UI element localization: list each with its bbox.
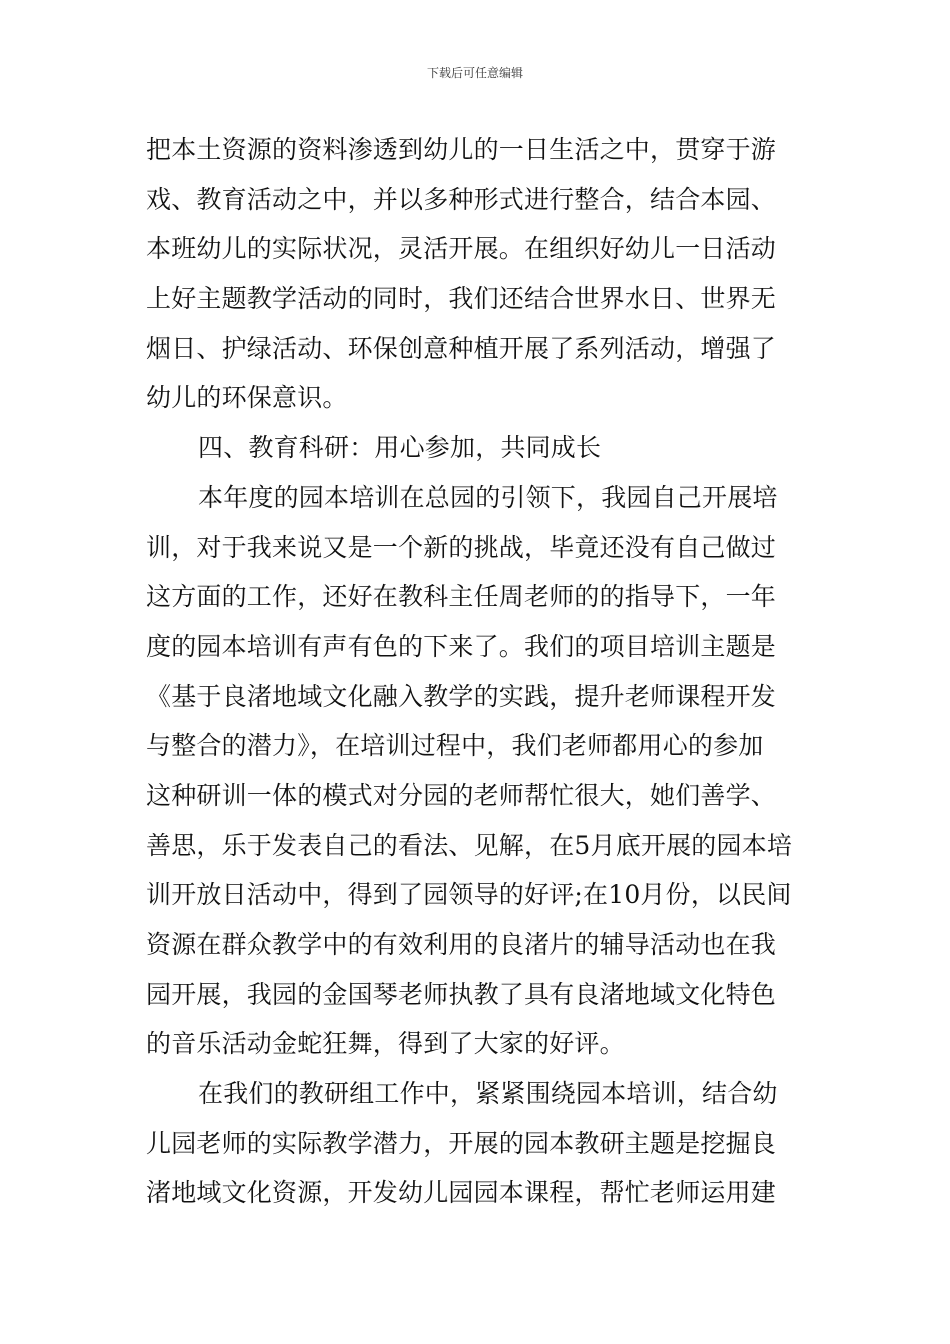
text-line: 上好主题教学活动的同时，我们还结合世界水日、世界无	[146, 284, 777, 314]
text-line: 这方面的工作，还好在教科主任周老师的的指导下，一年	[146, 582, 777, 612]
text-line: 把本土资源的资料渗透到幼儿的一日生活之中，贯穿于游	[146, 135, 777, 164]
text-line: 资源在群众教学中的有效利用的良渚片的辅导活动也在我	[146, 930, 777, 959]
text-line: 训，对于我来说又是一个新的挑战，毕竟还没有自己做过	[146, 532, 777, 562]
text-line: 与整合的潜力》，在培训过程中，我们老师都用心的参加	[146, 731, 764, 761]
text-line: 的音乐活动金蛇狂舞，得到了大家的好评。	[146, 1029, 625, 1059]
section-heading: 四、教育科研：用心参加，共同成长	[198, 433, 602, 463]
text-line: 训开放日活动中，得到了园领导的好评;在10月份，以民间	[146, 880, 792, 910]
text-line: 《基于良渚地域文化融入教学的实践，提升老师课程开发	[146, 681, 777, 711]
page-header: 下载后可任意编辑	[426, 66, 523, 80]
text-line: 本年度的园本培训在总园的引领下，我园自己开展培	[198, 482, 778, 512]
text-line: 本班幼儿的实际状况，灵活开展。在组织好幼儿一日活动	[146, 234, 777, 264]
text-line: 在我们的教研组工作中，紧紧围绕园本培训，结合幼	[198, 1079, 778, 1109]
text-line: 度的园本培训有声有色的下来了。我们的项目培训主题是	[146, 631, 777, 661]
text-line: 善思，乐于发表自己的看法、见解，在5月底开展的园本培	[146, 830, 793, 860]
text-line: 园开展，我园的金国琴老师执教了具有良渚地域文化特色	[146, 979, 777, 1009]
text-line: 儿园老师的实际教学潜力，开展的园本教研主题是挖掘良	[146, 1128, 777, 1158]
text-line: 烟日、护绿活动、环保创意种植开展了系列活动，增强了	[146, 333, 777, 363]
text-line: 渚地域文化资源，开发幼儿园园本课程，帮忙老师运用建	[146, 1178, 777, 1208]
document-body	[146, 125, 816, 1218]
text-line: 这种研训一体的模式对分园的老师帮忙很大，她们善学、	[146, 780, 777, 810]
text-line: 幼儿的环保意识。	[146, 383, 348, 413]
text-line: 戏、教育活动之中，并以多种形式进行整合，结合本园、	[146, 184, 777, 214]
